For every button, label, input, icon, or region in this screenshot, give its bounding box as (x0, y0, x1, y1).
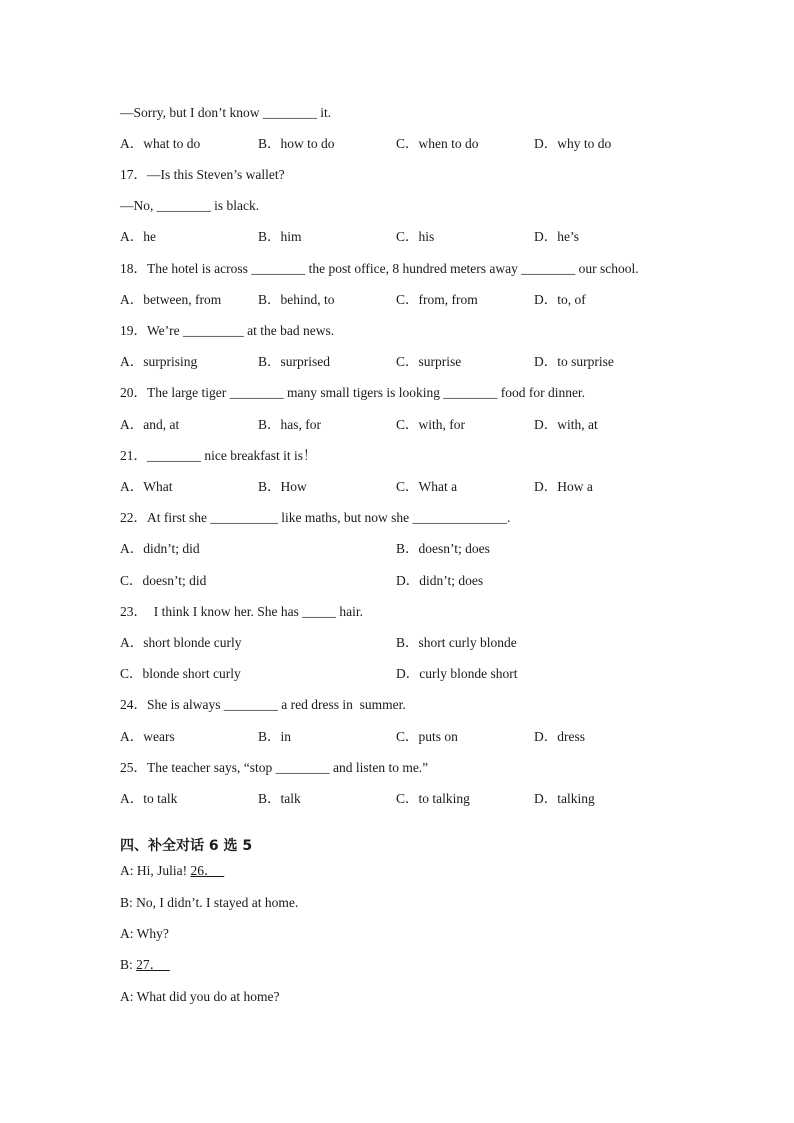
q23-option-c[interactable]: C．blonde short curly (120, 666, 241, 681)
dialogue-line (120, 988, 279, 1006)
dialogue-line (120, 956, 170, 974)
dialogue-text: A: What did you do at home? (120, 989, 280, 1004)
q16-option-a[interactable]: A．what to do (120, 136, 201, 151)
q18-option-a[interactable]: A．between, from (120, 292, 222, 307)
q24-option-c[interactable]: C．puts on (396, 729, 458, 744)
answer-blank-27[interactable]: 27． (136, 957, 164, 972)
q17-stem-2: —No, ________ is black. (120, 198, 260, 213)
answer-blank-26[interactable]: 26． (190, 863, 218, 878)
q24-stem: 24．She is always ________ a red dress in summer. (120, 697, 406, 712)
q23-option-b[interactable]: B．short curly blonde (396, 635, 517, 650)
q21-option-a[interactable]: A．What (120, 479, 173, 494)
q18-option-b[interactable]: B．behind, to (258, 292, 335, 307)
q18-option-d[interactable]: D．to, of (534, 292, 586, 307)
q17-option-b[interactable]: B．him (258, 229, 302, 244)
q16-stem: —Sorry, but I don’t know ________ it. (120, 105, 332, 120)
q22-option-c[interactable]: C．doesn’t; did (120, 573, 207, 588)
q20-option-c[interactable]: C．with, for (396, 417, 465, 432)
q18-stem: 18．The hotel is across ________ the post office, 8 hundred meters away ________ our school. (120, 261, 639, 276)
q25-option-b[interactable]: B．talk (258, 791, 301, 806)
q17-option-c[interactable]: C．his (396, 229, 435, 244)
q19-option-c[interactable]: C．surprise (396, 354, 462, 369)
q22-option-d[interactable]: D．didn’t; does (396, 573, 484, 588)
q25-option-d[interactable]: D．talking (534, 791, 595, 806)
q23-option-a[interactable]: A．short blonde curly (120, 635, 242, 650)
q22-stem: 22．At first she __________ like maths, but now she ______________. (120, 510, 511, 525)
q22-option-b[interactable]: B．doesn’t; does (396, 541, 490, 556)
q23-option-d[interactable]: D．curly blonde short (396, 666, 518, 681)
dialogue-text: B: (120, 957, 137, 972)
q21-option-c[interactable]: C．What a (396, 479, 458, 494)
q24-option-b[interactable]: B．in (258, 729, 292, 744)
q25-option-c[interactable]: C．to talking (396, 791, 470, 806)
q25-stem: 25．The teacher says, “stop ________ and listen to me.” (120, 760, 429, 775)
q16-option-d[interactable]: D．why to do (534, 136, 612, 151)
dialogue-text: A: Hi, Julia! (120, 863, 191, 878)
q17-stem: 17．—Is this Steven’s wallet? (120, 167, 285, 182)
q21-option-d[interactable]: D．How a (534, 479, 593, 494)
q19-option-a[interactable]: A．surprising (120, 354, 198, 369)
q19-option-b[interactable]: B．surprised (258, 354, 330, 369)
q17-option-a[interactable]: A．he (120, 229, 156, 244)
q24-option-d[interactable]: D．dress (534, 729, 585, 744)
q19-option-d[interactable]: D．to surprise (534, 354, 614, 369)
q20-option-b[interactable]: B．has, for (258, 417, 321, 432)
q23-stem: 23． I think I know her. She has _____ hair. (120, 604, 363, 619)
q22-option-a[interactable]: A．didn’t; did (120, 541, 200, 556)
section-heading: 四、补全对话 6 选 5 (120, 838, 253, 854)
q16-option-c[interactable]: C．when to do (396, 136, 479, 151)
q25-option-a[interactable]: A．to talk (120, 791, 178, 806)
q18-option-c[interactable]: C．from, from (396, 292, 478, 307)
q21-stem: 21．________ nice breakfast it is！ (120, 448, 317, 463)
blank-underline (218, 863, 225, 878)
q20-option-a[interactable]: A．and, at (120, 417, 180, 432)
q21-option-b[interactable]: B．How (258, 479, 307, 494)
dialogue-line (120, 894, 298, 912)
dialogue-text: A: Why? (120, 926, 169, 941)
dialogue-text: B: No, I didn’t. I stayed at home. (120, 895, 299, 910)
q19-stem: 19．We’re _________ at the bad news. (120, 323, 335, 338)
blank-underline (163, 957, 170, 972)
dialogue-line (120, 862, 224, 880)
q24-option-a[interactable]: A．wears (120, 729, 175, 744)
q16-option-b[interactable]: B．how to do (258, 136, 335, 151)
q17-option-d[interactable]: D．he’s (534, 229, 579, 244)
q20-stem: 20．The large tiger ________ many small tigers is looking ________ food for dinner. (120, 385, 586, 400)
q20-option-d[interactable]: D．with, at (534, 417, 598, 432)
dialogue-line (120, 925, 169, 943)
